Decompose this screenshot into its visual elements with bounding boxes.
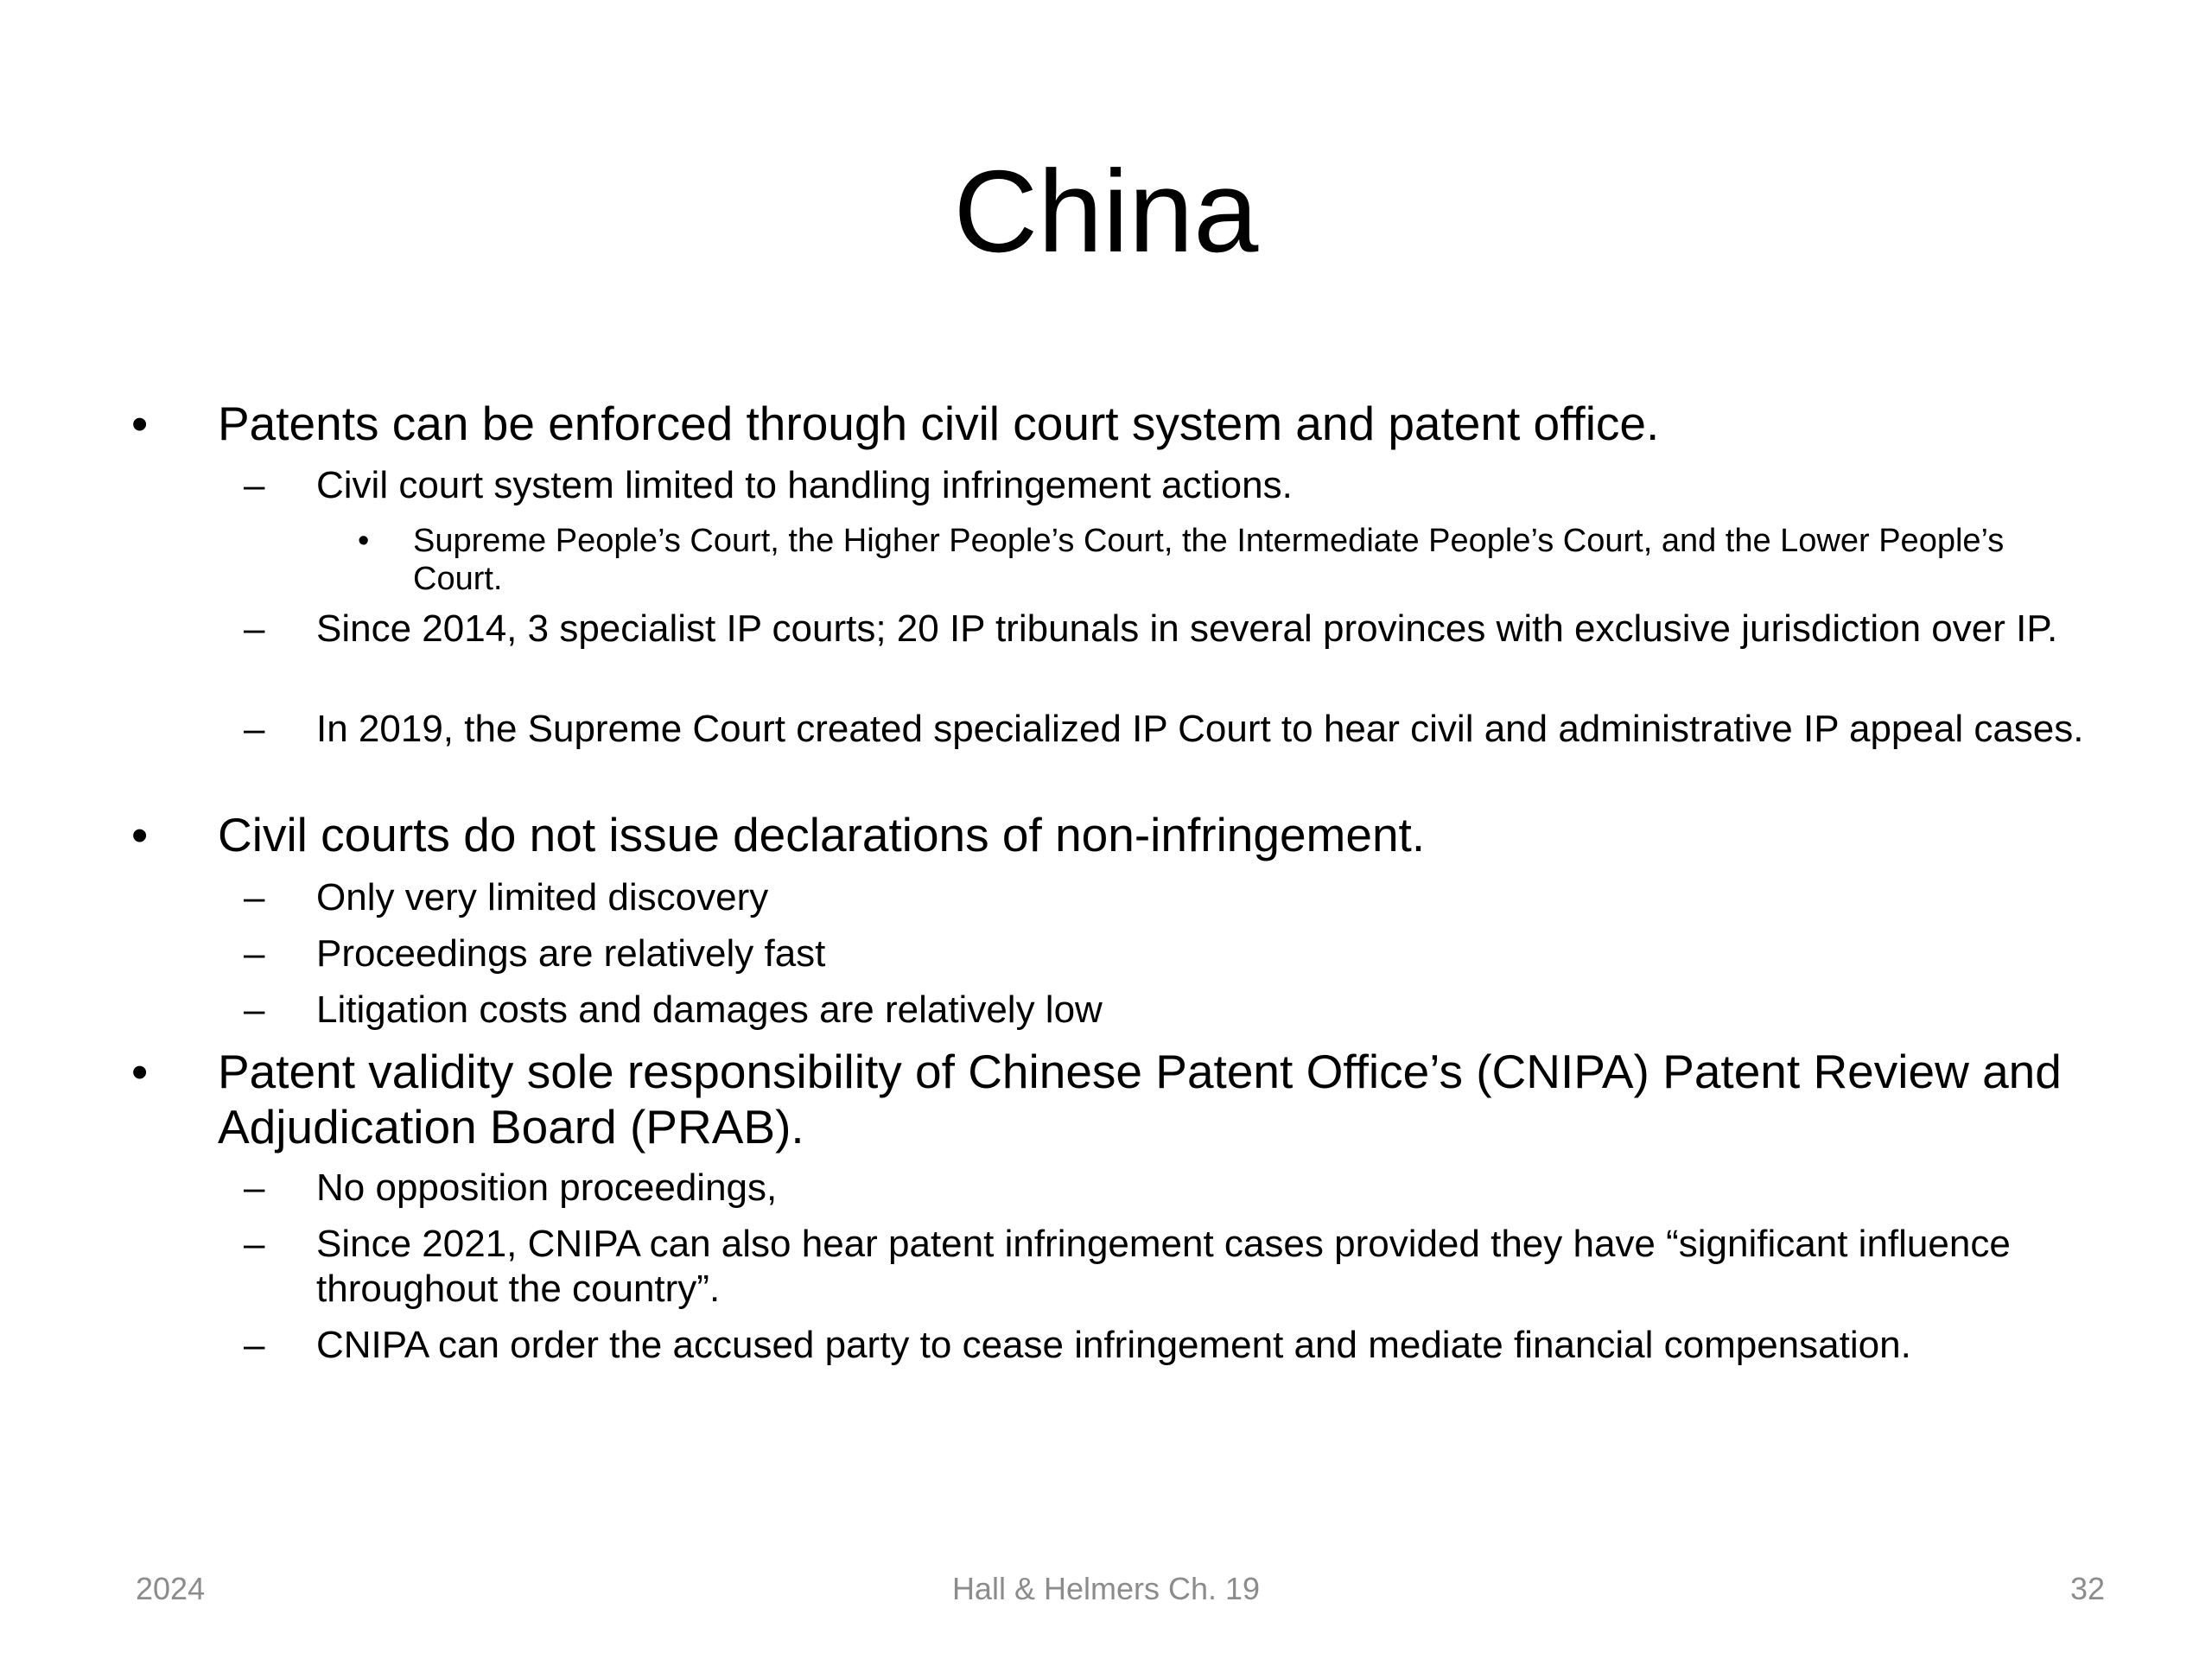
- sub-bullet-text: Since 2014, 3 specialist IP courts; 20 IP tribunals in several provinces with exclusive jurisdiction over IP.: [316, 607, 2058, 650]
- bullet-text: Patents can be enforced through civil court system and patent office.: [218, 397, 1660, 450]
- sub-bullet-text: Litigation costs and damages are relatively low: [316, 988, 1103, 1031]
- bullet-marker: •: [131, 397, 149, 450]
- dash-marker: –: [244, 988, 265, 1031]
- dash-marker: –: [244, 1324, 265, 1366]
- sub-bullet-text: Civil court system limited to handling infringement actions.: [316, 464, 1293, 506]
- slide-number: 32: [2069, 1571, 2105, 1606]
- dash-marker: –: [244, 1166, 265, 1209]
- sub-bullet-text: No opposition proceedings,: [316, 1166, 778, 1209]
- bullet-marker: •: [358, 523, 370, 559]
- bullet-marker: •: [131, 808, 149, 861]
- bullet-marker: •: [131, 1045, 149, 1098]
- dash-marker: –: [244, 932, 265, 975]
- dash-marker: –: [244, 607, 265, 650]
- sub-bullet-text: Only very limited discovery: [316, 876, 769, 918]
- bullet-text: Patent validity sole responsibility of Chinese Patent Office’s (CNIPA) Patent Review and Adjudication Board (PRAB).: [218, 1045, 2062, 1154]
- footer-source: Hall & Helmers Ch. 19: [951, 1571, 1261, 1606]
- slide-title: China: [953, 146, 1259, 276]
- dash-marker: –: [244, 464, 265, 506]
- dash-marker: –: [244, 708, 265, 750]
- bullet-text: Civil courts do not issue declarations of non-infringement.: [218, 808, 1426, 861]
- sub-bullet-text: Proceedings are relatively fast: [316, 932, 826, 975]
- sub-bullet-text: In 2019, the Supreme Court created specialized IP Court to hear civil and administrative IP appeal cases.: [316, 708, 2084, 750]
- sub-bullet-text: Since 2021, CNIPA can also hear patent infringement cases provided they have “significant influence throughout the country”.: [316, 1223, 2011, 1310]
- footer-year: 2024: [136, 1571, 206, 1606]
- sub-bullet-text: CNIPA can order the accused party to cease infringement and mediate financial compensation.: [316, 1324, 1911, 1366]
- dash-marker: –: [244, 1223, 265, 1265]
- sub-sub-bullet-text: Supreme People’s Court, the Higher People’s Court, the Intermediate People’s Court, and the Lower People’s Court.: [413, 523, 2005, 597]
- dash-marker: –: [244, 876, 265, 918]
